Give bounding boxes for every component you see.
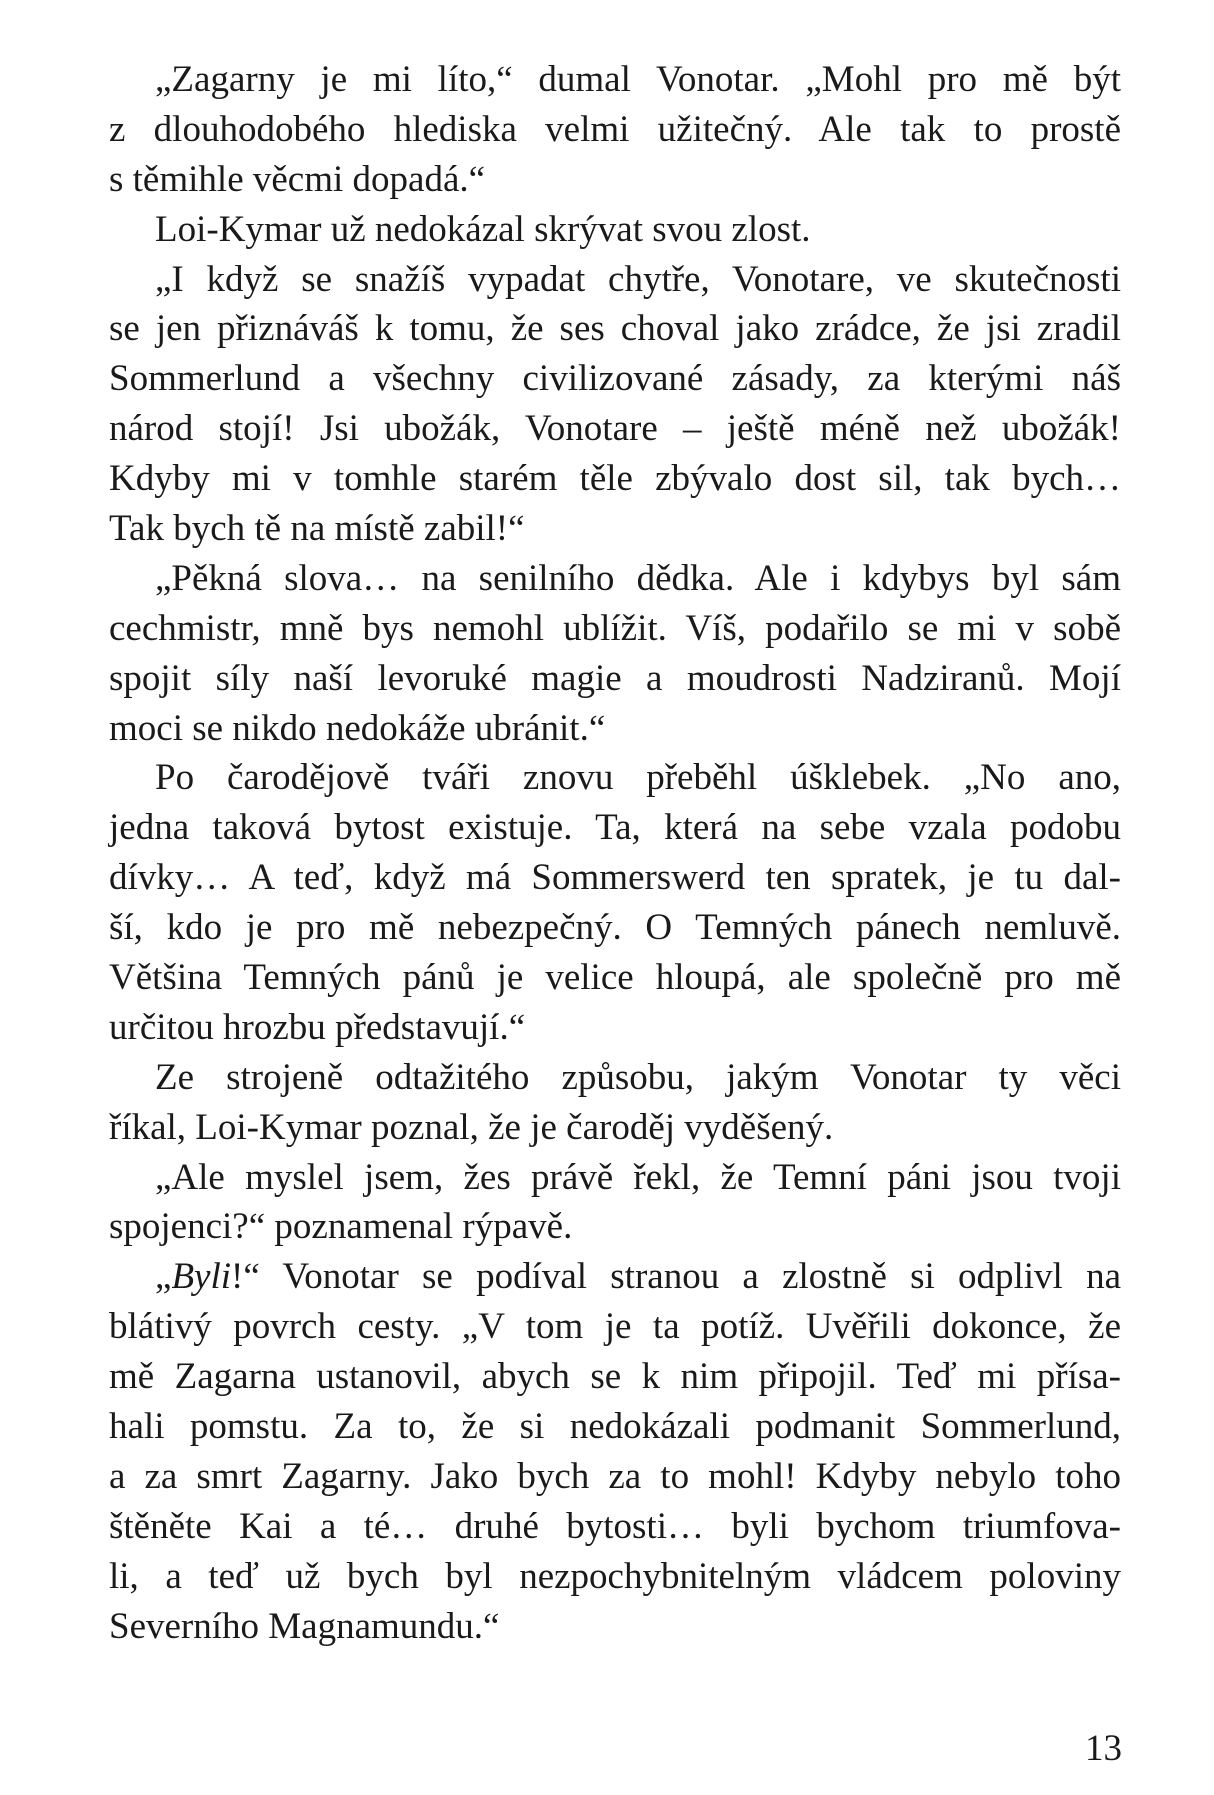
text-line: Sommerlund a všechny civilizované zásady, za kterými náš — [109, 358, 1121, 400]
text-line: Většina Temných pánů je velice hloupá, ale společně pro mě — [109, 957, 1121, 999]
text-line: moci se nikdo nedokáže ubránit.“ — [109, 707, 606, 749]
text-line: cechmistr, mně bys nemohl ublížit. Víš, podařilo se mi v sobě — [109, 607, 1121, 649]
text-line-rest: !“ Vonotar se podíval stranou a zlostně si odplivl na — [231, 1256, 1121, 1298]
italic-word: Byli — [171, 1256, 232, 1298]
text-line: Severního Magnamundu.“ — [109, 1605, 500, 1647]
text-line: li, a teď už bych byl nezpochybnitelným vládcem poloviny — [109, 1555, 1121, 1597]
text-line: „Zagarny je mi líto,“ dumal Vonotar. „Mohl pro mě být — [155, 59, 1121, 100]
text-line: „I když se snažíš vypadat chytře, Vonotare, ve skutečnosti — [155, 258, 1121, 300]
text-line: národ stojí! Jsi ubožák, Vonotare – ještě méně než ubožák! — [109, 408, 1121, 450]
text-line: se jen přiznáváš k tomu, že ses choval jako zrádce, že jsi zradil — [109, 308, 1121, 350]
page-number: 13 — [1085, 1728, 1122, 1769]
text-line: říkal, Loi-Kymar poznal, že je čaroděj vyděšený. — [109, 1106, 834, 1148]
text-line: spojenci?“ poznamenal rýpavě. — [109, 1206, 573, 1248]
text-line: Tak bych tě na místě zabil!“ — [109, 508, 525, 550]
text-line: spojit síly naší levoruké magie a moudrosti Nadziranů. Mojí — [109, 657, 1121, 699]
text-line: „Ale myslel jsem, žes právě řekl, že Temní páni jsou tvoji — [155, 1156, 1121, 1198]
text-line: jedna taková bytost existuje. Ta, která na sebe vzala podobu — [109, 807, 1121, 849]
text-line: Loi-Kymar už nedokázal skrývat svou zlost. — [155, 208, 811, 250]
text-line: Ze strojeně odtažitého způsobu, jakým Vonotar ty věci — [155, 1056, 1121, 1098]
text-line: z dlouhodobého hlediska velmi užitečný. Ale tak to prostě — [109, 108, 1121, 150]
text-line: a za smrt Zagarny. Jako bych za to mohl! Kdyby nebylo toho — [109, 1455, 1121, 1497]
text-line: mě Zagarna ustanovil, abych se k nim připojil. Teď mi přísa- — [109, 1356, 1121, 1398]
text-line: hali pomstu. Za to, že si nedokázali podmanit Sommerlund, — [109, 1406, 1121, 1448]
text-line: blátivý povrch cesty. „V tom je ta potíž. Uvěřili dokonce, že — [109, 1306, 1121, 1348]
text-line: štěněte Kai a té… druhé bytosti… byli bychom triumfova- — [109, 1505, 1121, 1547]
text-line: ší, kdo je pro mě nebezpečný. O Temných pánech nemluvě. — [109, 907, 1121, 949]
text-line: „Pěkná slova… na senilního dědka. Ale i kdybys byl sám — [155, 557, 1121, 599]
text-line: s těmihle věcmi dopadá.“ — [109, 158, 486, 200]
text-line: Kdyby mi v tomhle starém těle zbývalo dost sil, tak bych… — [109, 458, 1121, 500]
text-line: dívky… A teď, když má Sommerswerd ten spratek, je tu dal- — [109, 857, 1121, 899]
text-line — [109, 1252, 1121, 1302]
quote-open: „ — [155, 1256, 172, 1298]
text-line: určitou hrozbu představují.“ — [109, 1006, 526, 1048]
book-page-text — [109, 55, 1121, 1652]
text-line: Po čarodějově tváři znovu přeběhl úšklebek. „No ano, — [155, 757, 1121, 799]
